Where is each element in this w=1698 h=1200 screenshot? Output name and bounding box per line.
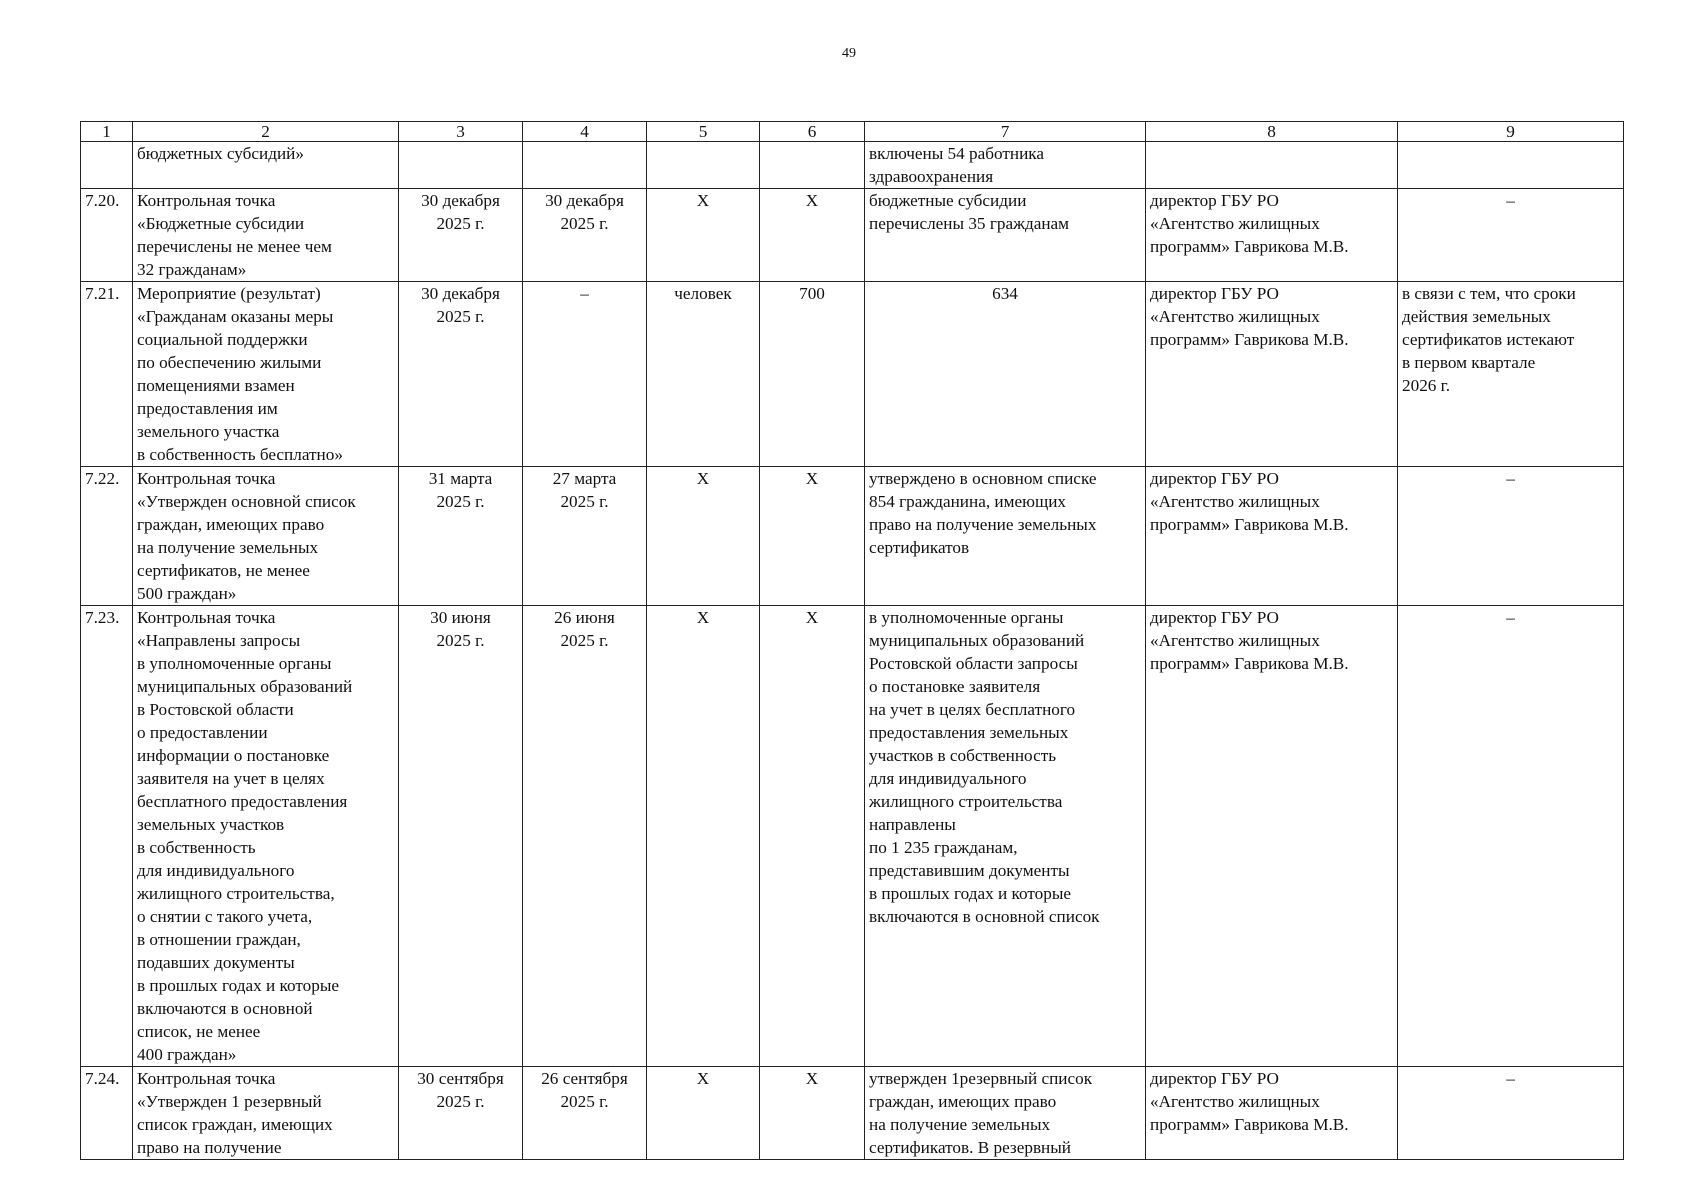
fact-value: включены 54 работника здравоохранения [865,142,1146,189]
item-name: Контрольная точка «Направлены запросы в уполномоченные органы муниципальных образований в Ростовской области о предоставлении информации о постановке заявителя на учет в целях бесплатного предоставления земельных участков в собственность для индивидуального жилищного строительства, о снятии с такого учета, в отношении граждан, подавших документы в прошлых годах и которые включаются в основной список, не менее 400 граждан» [133,606,399,1067]
header-row [81,122,1624,142]
table-row [81,467,1624,606]
fact-value: утвержден 1резервный список граждан, имеющих право на получение земельных сертификатов. В резервный [865,1067,1146,1160]
fact-value: в уполномоченные органы муниципальных образований Ростовской области запросы о постановке заявителя на учет в целях бесплатного предоставления земельных участков в собственность для индивидуального жилищного строительства направлены по 1 235 гражданам, представившим документы в прошлых годах и которые включаются в основной список [865,606,1146,1067]
item-name: Мероприятие (результат) «Гражданам оказаны меры социальной поддержки по обеспечению жилыми помещениями взамен предоставления им земельного участка в собственность бесплатно» [133,282,399,467]
item-name: бюджетных субсидий» [133,142,399,189]
fact-value: 634 [865,282,1146,467]
report-table [80,121,1624,1160]
fact-date: 27 марта 2025 г. [523,467,647,606]
responsible [1146,142,1398,189]
column-header: 2 [133,122,399,142]
responsible: директор ГБУ РО «Агентство жилищных программ» Гаврикова М.В. [1146,606,1398,1067]
table-row [81,189,1624,282]
note [1398,142,1624,189]
fact-date: 26 июня 2025 г. [523,606,647,1067]
table-row [81,282,1624,467]
plan-value: Х [760,1067,865,1160]
column-header: 6 [760,122,865,142]
plan-value: Х [760,467,865,606]
fact-value: бюджетные субсидии перечислены 35 гражданам [865,189,1146,282]
note: – [1398,467,1624,606]
column-header: 9 [1398,122,1624,142]
unit: Х [647,1067,760,1160]
fact-date: 30 декабря 2025 г. [523,189,647,282]
plan-value [760,142,865,189]
responsible: директор ГБУ РО «Агентство жилищных программ» Гаврикова М.В. [1146,189,1398,282]
fact-date [523,142,647,189]
plan-value: Х [760,189,865,282]
table-row [81,142,1624,189]
column-header: 1 [81,122,133,142]
responsible: директор ГБУ РО «Агентство жилищных программ» Гаврикова М.В. [1146,282,1398,467]
plan-value: Х [760,606,865,1067]
item-name: Контрольная точка «Бюджетные субсидии перечислены не менее чем 32 гражданам» [133,189,399,282]
plan-date: 30 сентября 2025 г. [399,1067,523,1160]
fact-date: – [523,282,647,467]
plan-date: 30 июня 2025 г. [399,606,523,1067]
table-row [81,606,1624,1067]
unit: Х [647,189,760,282]
note: – [1398,1067,1624,1160]
column-header: 8 [1146,122,1398,142]
fact-date: 26 сентября 2025 г. [523,1067,647,1160]
column-header: 3 [399,122,523,142]
column-header: 5 [647,122,760,142]
row-number: 7.21. [81,282,133,467]
plan-date: 31 марта 2025 г. [399,467,523,606]
note: – [1398,189,1624,282]
plan-date [399,142,523,189]
plan-value: 700 [760,282,865,467]
unit: Х [647,467,760,606]
row-number: 7.24. [81,1067,133,1160]
page-number: 49 [842,46,856,61]
unit: человек [647,282,760,467]
table-row [81,1067,1624,1160]
plan-date: 30 декабря 2025 г. [399,189,523,282]
unit [647,142,760,189]
row-number [81,142,133,189]
unit: Х [647,606,760,1067]
row-number: 7.22. [81,467,133,606]
note: – [1398,606,1624,1067]
item-name: Контрольная точка «Утвержден основной список граждан, имеющих право на получение земельных сертификатов, не менее 500 граждан» [133,467,399,606]
row-number: 7.20. [81,189,133,282]
note: в связи с тем, что сроки действия земельных сертификатов истекают в первом квартале 2026 г. [1398,282,1624,467]
responsible: директор ГБУ РО «Агентство жилищных программ» Гаврикова М.В. [1146,467,1398,606]
fact-value: утверждено в основном списке 854 гражданина, имеющих право на получение земельных сертификатов [865,467,1146,606]
column-header: 4 [523,122,647,142]
plan-date: 30 декабря 2025 г. [399,282,523,467]
column-header: 7 [865,122,1146,142]
item-name: Контрольная точка «Утвержден 1 резервный список граждан, имеющих право на получение [133,1067,399,1160]
row-number: 7.23. [81,606,133,1067]
responsible: директор ГБУ РО «Агентство жилищных программ» Гаврикова М.В. [1146,1067,1398,1160]
